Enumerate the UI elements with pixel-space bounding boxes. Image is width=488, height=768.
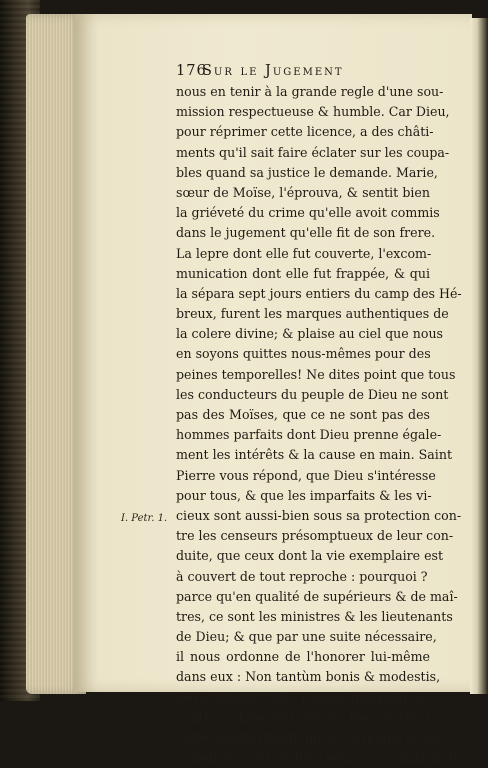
text-line: breux, furent les marques authentiques de <box>176 306 449 322</box>
text-line: il nous ordonne de l'honorer lui-même <box>176 649 430 665</box>
text-line: la sépara sept jours entiers du camp des Hé- <box>176 285 462 301</box>
text-line: censurer; c'est un bien pour eux : mais mal- <box>176 750 457 766</box>
text-line: pour tous, & que les imparfaits & les vi- <box>176 487 432 503</box>
text-line: munication dont elle fut frappée, & qui <box>176 265 430 281</box>
text-line: pour réprimer cette licence, a des châti- <box>176 124 434 140</box>
text-line: nous en tenir à la grande regle d'une sou- <box>176 84 444 99</box>
text-line: pas des Moïses, que ce ne sont pas des <box>176 407 430 422</box>
text-line: les conducteurs du peuple de Dieu ne sont <box>176 386 449 402</box>
text-line: la colere divine; & plaise au ciel que nous <box>176 326 444 342</box>
text-line: la griéveté du crime qu'elle avoit commis <box>176 205 440 221</box>
text-line: mission respectueuse & humble. Car Dieu, <box>176 104 450 120</box>
text-line: en soyons quittes nous-mêmes pour des <box>176 346 431 362</box>
text-line: sed etiam dyscolis. J'avoue que pour les <box>176 689 431 705</box>
text-line: de Dieu; & que par une suite nécessaire, <box>176 629 437 645</box>
body-text <box>176 82 462 768</box>
text-line: peines temporelles! Ne dites point que tous <box>176 366 456 382</box>
text-line: dans eux : Non tantùm bonis & modestis, <box>176 669 441 685</box>
text-line: La lepre dont elle fut couverte, l'excom- <box>176 245 432 261</box>
page-number: 176 <box>176 63 207 79</box>
text-line: tres, ce sont les ministres & les lieutenants <box>176 608 453 624</box>
text-line: tre les censeurs présomptueux de leur con- <box>176 528 454 544</box>
marginal-reference: I. Petr. 1. <box>121 513 168 524</box>
text-line: cieux sont aussi-bien sous sa protection con- <box>176 507 462 523</box>
text-line: dans le jugement qu'elle fit de son frere. <box>176 225 436 241</box>
text-line: duite, que ceux dont la vie exemplaire est <box>176 548 444 564</box>
text-line: cette injuste liberté qu'on se donne de les <box>176 730 444 745</box>
running-title: Sur le Jugement <box>202 63 344 79</box>
text-line: parce qu'en qualité de supérieurs & de maî- <box>176 588 458 604</box>
text-line: hommes parfaits dont Dieu prenne égale- <box>176 427 442 443</box>
page-gutter-shadow <box>470 18 488 694</box>
text-line: sœur de Moïse, l'éprouva, & sentit bien <box>176 184 430 200</box>
text-line: bles quand sa justice le demande. Marie, <box>176 164 438 180</box>
text-line: Pierre vous répond, que Dieu s'intéresse <box>176 467 436 483</box>
text-line: ments qu'il sait faire éclater sur les coupa- <box>176 144 450 160</box>
text-line: ment les intérêts & la cause en main. Saint <box>176 447 453 463</box>
text-line: à couvert de tout reproche : pourquoi ? <box>176 568 428 584</box>
text-line: contenir dans leur devoir, Dieu permet <box>176 709 430 725</box>
